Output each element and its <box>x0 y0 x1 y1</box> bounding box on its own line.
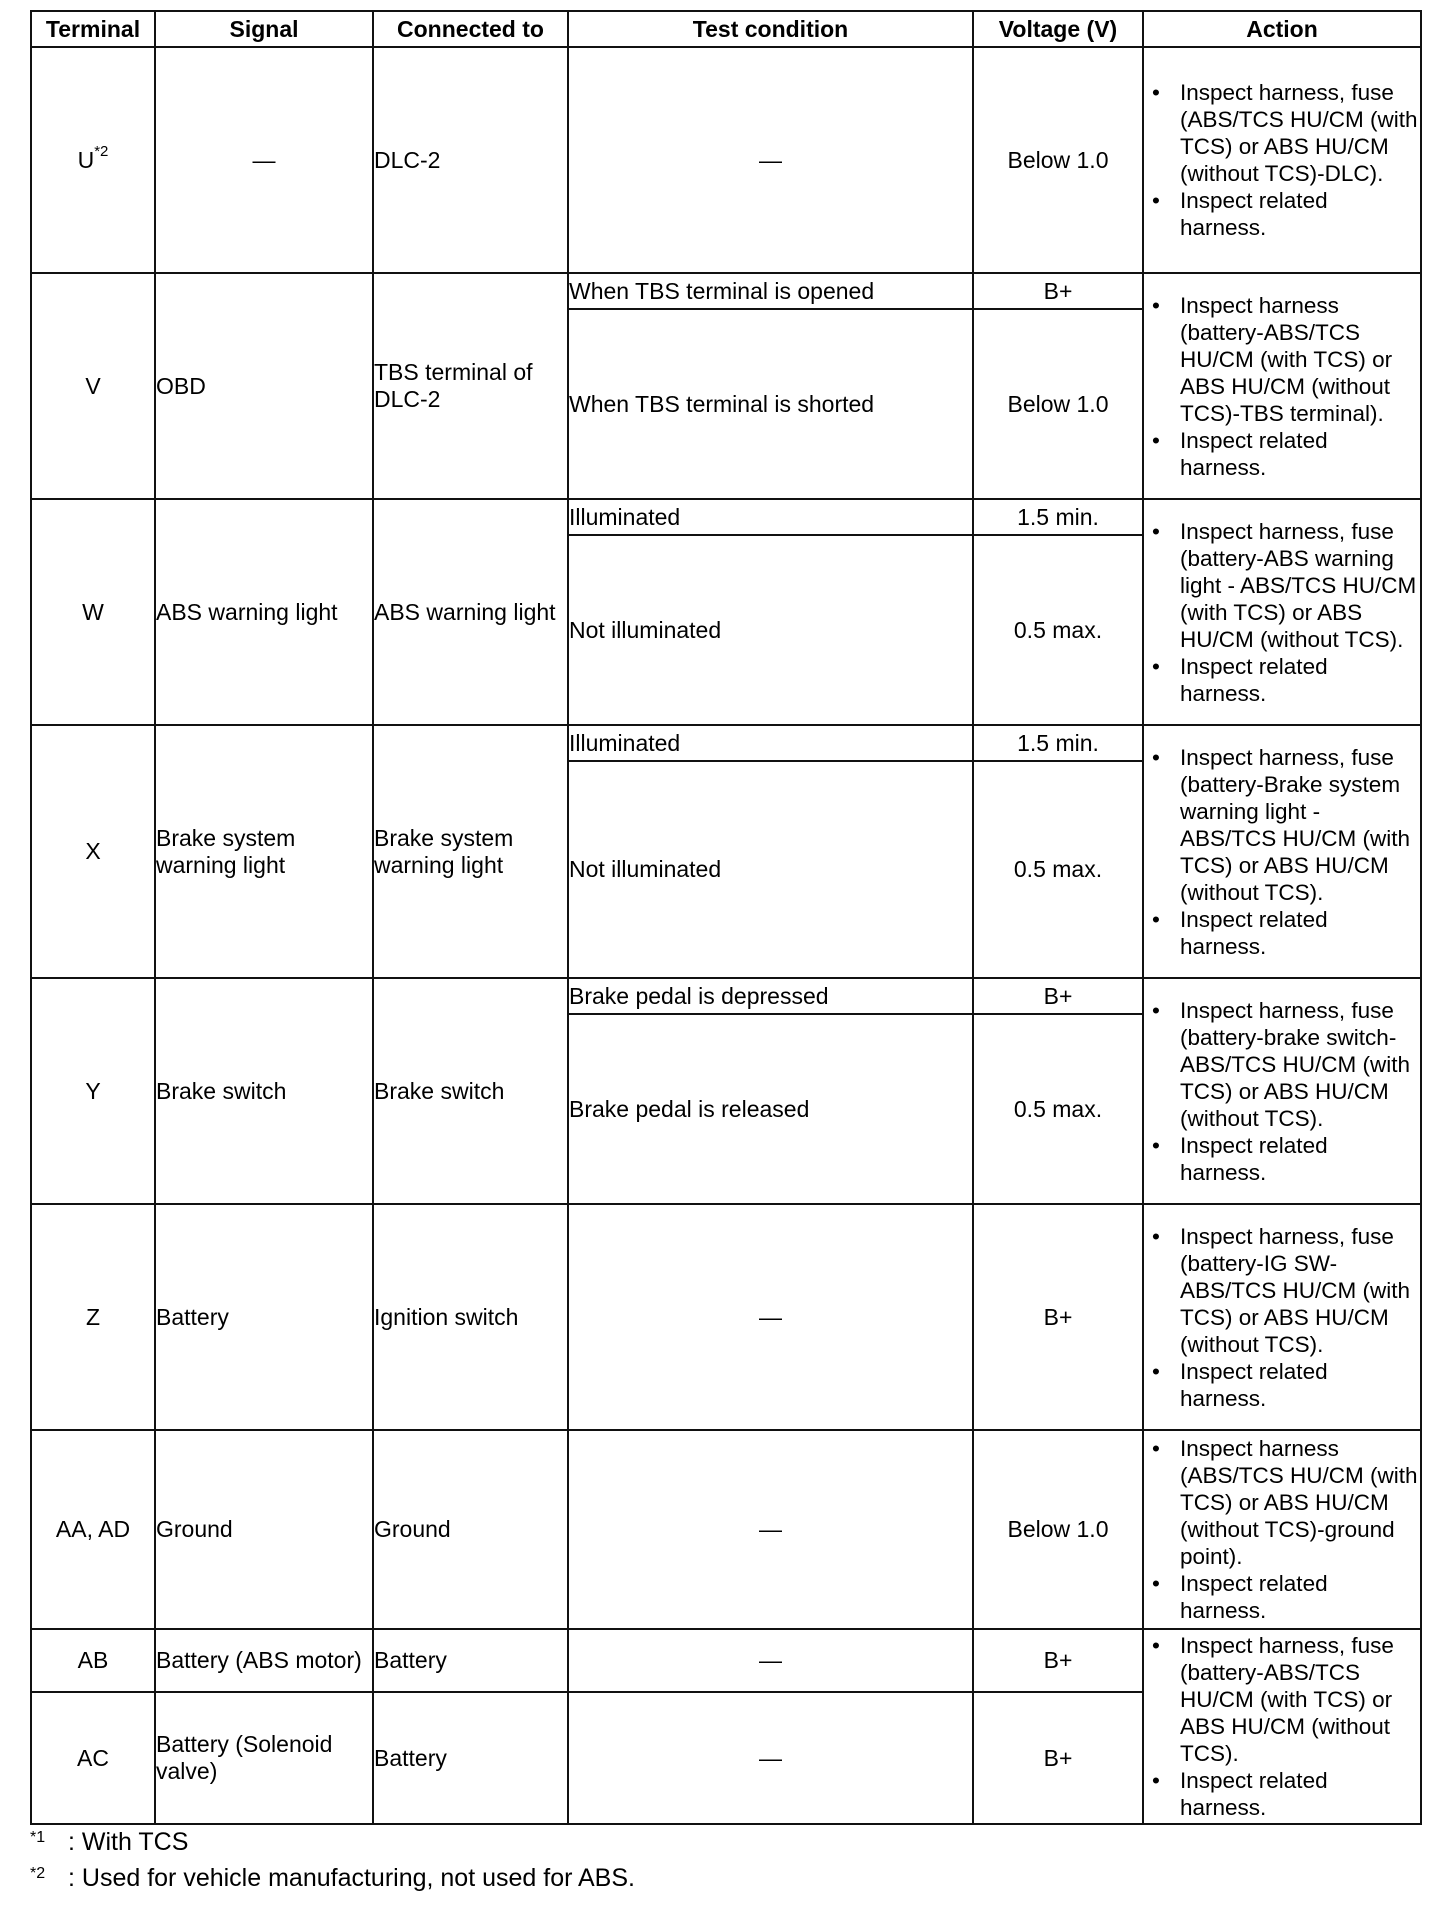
connected-to-cell: DLC-2 <box>373 47 568 273</box>
header-test-condition: Test condition <box>568 11 973 47</box>
signal-cell: Brake system warning light <box>155 725 373 978</box>
connected-to-cell: ABS warning light <box>373 499 568 725</box>
action-item: • Inspect harness, fuse (battery-ABS/TCS HU/CM (with TCS) or ABS HU/CM (without TCS). <box>1144 1632 1420 1767</box>
signal-cell: Battery (Solenoid valve) <box>155 1692 373 1824</box>
terminal-voltage-table <box>30 10 1422 1825</box>
action-list <box>1144 1223 1420 1412</box>
action-list <box>1144 292 1420 481</box>
connected-to-cell: Battery <box>373 1629 568 1692</box>
table-row <box>31 499 1421 535</box>
action-item: • Inspect harness, fuse (battery-ABS warning light - ABS/TCS HU/CM (with TCS) or ABS HU/CM (without TCS). <box>1144 518 1420 653</box>
table-row <box>31 47 1421 273</box>
voltage-cell: 1.5 min. <box>973 725 1143 761</box>
test-condition-cell: — <box>568 47 973 273</box>
signal-cell: Battery (ABS motor) <box>155 1629 373 1692</box>
terminal-value: U <box>77 146 95 173</box>
header-row <box>31 11 1421 47</box>
table-row <box>31 725 1421 761</box>
terminal-cell: X <box>31 725 155 978</box>
terminal-cell: Y <box>31 978 155 1204</box>
test-condition-cell: Brake pedal is depressed <box>568 978 973 1014</box>
footnotes <box>30 1826 1130 1898</box>
terminal-voltage-table-sheet <box>30 10 1420 1825</box>
action-item: • Inspect related harness. <box>1144 1132 1420 1186</box>
voltage-cell: Below 1.0 <box>973 1430 1143 1629</box>
terminal-cell <box>31 47 155 273</box>
footnote <box>30 1862 1130 1898</box>
footnote-ref: *2 <box>94 142 109 160</box>
action-list <box>1144 1632 1420 1821</box>
action-item: • Inspect harness (battery-ABS/TCS HU/CM (with TCS) or ABS HU/CM (without TCS)-TBS terminal). <box>1144 292 1420 427</box>
connected-to-cell: Brake switch <box>373 978 568 1204</box>
connected-to-cell: TBS terminal of DLC-2 <box>373 273 568 499</box>
action-item: • Inspect related harness. <box>1144 1570 1420 1624</box>
action-item: • Inspect harness, fuse (battery-IG SW-ABS/TCS HU/CM (with TCS) or ABS HU/CM (without TCS). <box>1144 1223 1420 1358</box>
voltage-cell: B+ <box>973 273 1143 309</box>
test-condition-cell: Not illuminated <box>568 535 973 725</box>
voltage-cell: B+ <box>973 1692 1143 1824</box>
action-item: • Inspect related harness. <box>1144 906 1420 960</box>
action-list <box>1144 1435 1420 1624</box>
action-item: • Inspect related harness. <box>1144 1767 1420 1821</box>
test-condition-cell: Brake pedal is released <box>568 1014 973 1204</box>
action-cell <box>1143 978 1421 1204</box>
action-list <box>1144 79 1420 241</box>
voltage-cell: Below 1.0 <box>973 309 1143 499</box>
action-cell <box>1143 273 1421 499</box>
action-cell <box>1143 499 1421 725</box>
test-condition-cell: Not illuminated <box>568 761 973 978</box>
table-row <box>31 1430 1421 1629</box>
action-item: • Inspect related harness. <box>1144 187 1420 241</box>
test-condition-cell: When TBS terminal is opened <box>568 273 973 309</box>
voltage-cell: B+ <box>973 978 1143 1014</box>
test-condition-cell: — <box>568 1629 973 1692</box>
header-terminal: Terminal <box>31 11 155 47</box>
action-item: • Inspect related harness. <box>1144 427 1420 481</box>
action-list <box>1144 518 1420 707</box>
terminal-cell: Z <box>31 1204 155 1430</box>
header-voltage: Voltage (V) <box>973 11 1143 47</box>
footnote <box>30 1826 1130 1862</box>
terminal-cell: AC <box>31 1692 155 1824</box>
footnote-text: : With TCS <box>68 1828 189 1856</box>
action-cell <box>1143 47 1421 273</box>
connected-to-cell: Battery <box>373 1692 568 1824</box>
terminal-cell: AB <box>31 1629 155 1692</box>
table-row <box>31 978 1421 1014</box>
voltage-cell: 0.5 max. <box>973 535 1143 725</box>
action-item: • Inspect harness, fuse (ABS/TCS HU/CM (with TCS) or ABS HU/CM (without TCS)-DLC). <box>1144 79 1420 187</box>
signal-cell: ABS warning light <box>155 499 373 725</box>
test-condition-cell: Illuminated <box>568 499 973 535</box>
action-list <box>1144 744 1420 960</box>
footnote-text: : Used for vehicle manufacturing, not used for ABS. <box>68 1864 635 1892</box>
action-cell <box>1143 1629 1421 1824</box>
voltage-cell: 0.5 max. <box>973 761 1143 978</box>
test-condition-cell: — <box>568 1204 973 1430</box>
action-item: • Inspect harness (ABS/TCS HU/CM (with TCS) or ABS HU/CM (without TCS)-ground point). <box>1144 1435 1420 1570</box>
test-condition-cell: — <box>568 1692 973 1824</box>
action-item: • Inspect harness, fuse (battery-Brake system warning light - ABS/TCS HU/CM (with TCS) or ABS HU/CM (without TCS). <box>1144 744 1420 906</box>
signal-cell: OBD <box>155 273 373 499</box>
action-item: • Inspect related harness. <box>1144 653 1420 707</box>
voltage-cell: B+ <box>973 1629 1143 1692</box>
voltage-cell: B+ <box>973 1204 1143 1430</box>
action-cell <box>1143 725 1421 978</box>
test-condition-cell: Illuminated <box>568 725 973 761</box>
signal-cell: Battery <box>155 1204 373 1430</box>
connected-to-cell: Brake system warning light <box>373 725 568 978</box>
terminal-cell: V <box>31 273 155 499</box>
action-item: • Inspect related harness. <box>1144 1358 1420 1412</box>
header-connected-to: Connected to <box>373 11 568 47</box>
test-condition-cell: When TBS terminal is shorted <box>568 309 973 499</box>
connected-to-cell: Ignition switch <box>373 1204 568 1430</box>
voltage-cell: 0.5 max. <box>973 1014 1143 1204</box>
connected-to-cell: Ground <box>373 1430 568 1629</box>
voltage-cell: Below 1.0 <box>973 47 1143 273</box>
action-cell <box>1143 1430 1421 1629</box>
action-list <box>1144 997 1420 1186</box>
table-row <box>31 273 1421 309</box>
header-action: Action <box>1143 11 1421 47</box>
signal-cell: Ground <box>155 1430 373 1629</box>
voltage-cell: 1.5 min. <box>973 499 1143 535</box>
signal-cell: Brake switch <box>155 978 373 1204</box>
footnote-mark: *2 <box>30 1865 46 1882</box>
test-condition-cell: — <box>568 1430 973 1629</box>
terminal-cell: W <box>31 499 155 725</box>
terminal-cell: AA, AD <box>31 1430 155 1629</box>
table-row <box>31 1204 1421 1430</box>
header-signal: Signal <box>155 11 373 47</box>
footnote-mark: *1 <box>30 1829 46 1846</box>
action-cell <box>1143 1204 1421 1430</box>
table-row <box>31 1629 1421 1692</box>
signal-cell: — <box>155 47 373 273</box>
action-item: • Inspect harness, fuse (battery-brake switch-ABS/TCS HU/CM (with TCS) or ABS HU/CM (without TCS). <box>1144 997 1420 1132</box>
